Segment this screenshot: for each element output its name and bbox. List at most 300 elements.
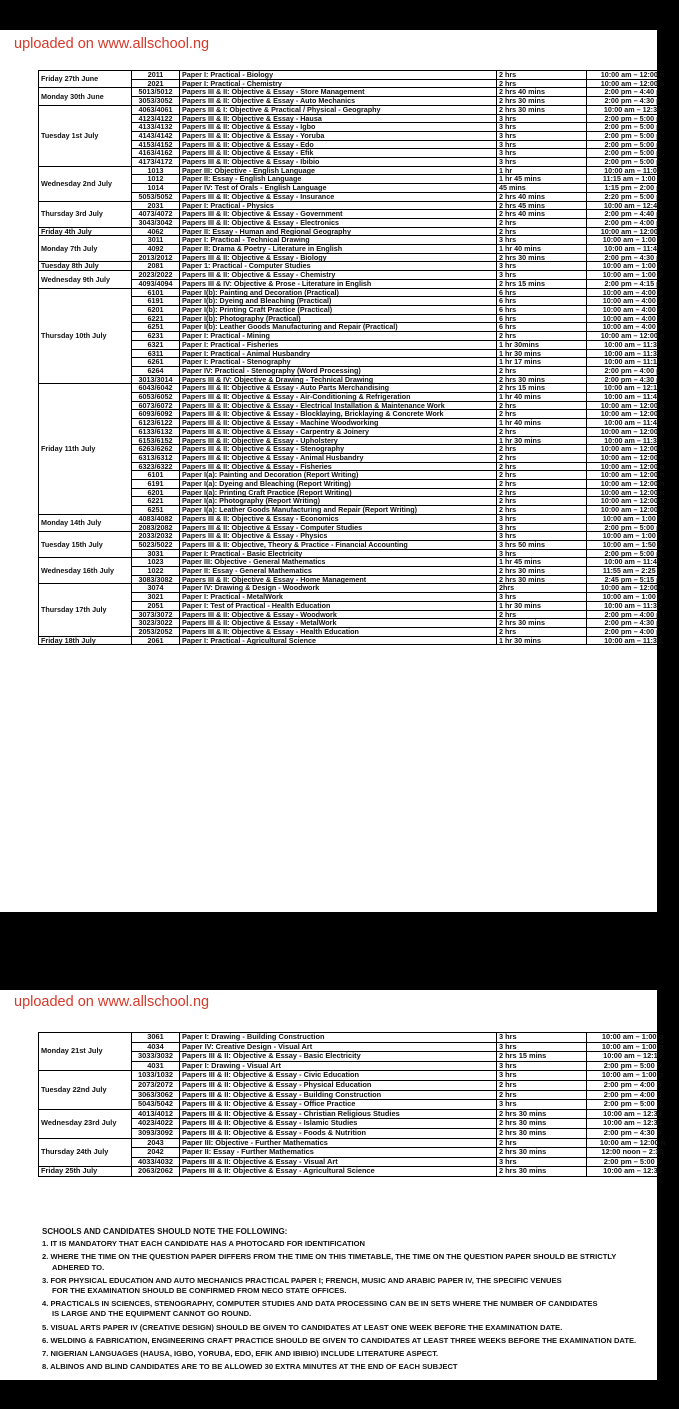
- duration-cell: 1 hr 30 mins: [497, 636, 587, 645]
- day-cell: Thursday 3rd July: [39, 201, 132, 227]
- paper-cell: Papers III & II: Objective & Essay - Stenography: [180, 445, 497, 454]
- time-cell: 2:00 pm – 5:00 p: [587, 1157, 679, 1167]
- duration-cell: 3 hrs: [497, 131, 587, 140]
- table-row: [39, 1167, 679, 1177]
- table-row: [39, 480, 679, 489]
- code-cell: 2031: [132, 201, 180, 210]
- paper-cell: Papers III & II: Objective & Essay - Yoruba: [180, 131, 497, 140]
- paper-cell: Papers III & II: Objective & Essay - Animal Husbandry: [180, 453, 497, 462]
- paper-cell: Paper III: Objective - Further Mathematics: [180, 1138, 497, 1148]
- duration-cell: 1 hr 40 mins: [497, 245, 587, 254]
- code-cell: 4023/4022: [132, 1119, 180, 1129]
- note-item: [42, 1362, 652, 1372]
- table-row: [39, 1148, 679, 1158]
- table-row: [39, 1100, 679, 1110]
- code-cell: 2051: [132, 601, 180, 610]
- day-cell: Wednesday 23rd July: [39, 1109, 132, 1138]
- paper-cell: Paper IV: Practical - Stenography (Word Processing): [180, 366, 497, 375]
- table-row: [39, 184, 679, 193]
- duration-cell: 2 hrs 40 mins: [497, 192, 587, 201]
- duration-cell: 2 hrs: [497, 79, 587, 88]
- table-row: [39, 471, 679, 480]
- paper-cell: Papers III & II: Objective & Essay - Chemistry: [180, 271, 497, 280]
- time-cell: 10:00 am – 12:00 n: [587, 332, 679, 341]
- code-cell: 3021: [132, 593, 180, 602]
- table-row: [39, 105, 679, 114]
- duration-cell: 2 hrs 15 mins: [497, 279, 587, 288]
- day-cell: Thursday 17th July: [39, 584, 132, 636]
- time-cell: 10:00 am – 1:00 p: [587, 236, 679, 245]
- paper-cell: Papers III & II: Objective, Theory & Practice - Financial Accounting: [180, 540, 497, 549]
- notes-section: [42, 1227, 652, 1375]
- duration-cell: 2 hrs 30 mins: [497, 97, 587, 106]
- time-cell: 10:00 am – 11:40: [587, 393, 679, 402]
- duration-cell: 3 hrs: [497, 123, 587, 132]
- table-row: [39, 236, 679, 245]
- table-row: [39, 610, 679, 619]
- paper-cell: Paper IV: Creative Design - Visual Art: [180, 1042, 497, 1052]
- duration-cell: 2 hrs: [497, 366, 587, 375]
- duration-cell: 2 hrs: [497, 628, 587, 637]
- paper-cell: Papers III & II: Objective & Essay - Civic Education: [180, 1071, 497, 1081]
- table-row: [39, 97, 679, 106]
- time-cell: 10:00 am – 1:50 p: [587, 540, 679, 549]
- duration-cell: 2 hrs 30 mins: [497, 375, 587, 384]
- duration-cell: 2 hrs: [497, 462, 587, 471]
- code-cell: 5043/5042: [132, 1100, 180, 1110]
- paper-cell: Paper I: Practical - Fisheries: [180, 340, 497, 349]
- code-cell: 4062: [132, 227, 180, 236]
- table-row: [39, 1080, 679, 1090]
- time-cell: 10:00 am – 12:00 n: [587, 1138, 679, 1148]
- duration-cell: 2 hrs: [497, 488, 587, 497]
- paper-cell: Papers III & II: Objective & Essay - Home Management: [180, 575, 497, 584]
- note-continuation: ADHERED TO.: [52, 1262, 105, 1272]
- code-cell: 6323/6322: [132, 462, 180, 471]
- paper-cell: Paper I: Drawing - Building Construction: [180, 1033, 497, 1043]
- paper-cell: Papers III & II: Objective & Essay - Carpentry & Joinery: [180, 427, 497, 436]
- paper-cell: Papers III & II: Objective & Essay - Edo: [180, 140, 497, 149]
- code-cell: 5053/5052: [132, 192, 180, 201]
- code-cell: 4092: [132, 245, 180, 254]
- table-row: [39, 1033, 679, 1043]
- time-cell: 2:00 pm – 5:00 p: [587, 140, 679, 149]
- paper-cell: Papers III & II: Objective & Essay - Physics: [180, 532, 497, 541]
- time-cell: 2:00 pm – 4:00 p: [587, 218, 679, 227]
- paper-cell: Papers III & II: Objective & Essay - Foods & Nutrition: [180, 1128, 497, 1138]
- code-cell: 6263/6262: [132, 445, 180, 454]
- code-cell: 1012: [132, 175, 180, 184]
- code-cell: 2083/2082: [132, 523, 180, 532]
- paper-cell: Paper I(b): Painting and Decoration (Practical): [180, 288, 497, 297]
- time-cell: 10:00 am – 11:40: [587, 419, 679, 428]
- day-cell: Thursday 24th July: [39, 1138, 132, 1167]
- table-row: [39, 158, 679, 167]
- day-cell: Monday 7th July: [39, 236, 132, 262]
- duration-cell: 3 hrs: [497, 1061, 587, 1071]
- paper-cell: Paper I(a): Printing Craft Practice (Report Writing): [180, 488, 497, 497]
- table-row: [39, 218, 679, 227]
- paper-cell: Papers III & II: Objective & Essay - Igbo: [180, 123, 497, 132]
- duration-cell: 1 hr 40 mins: [497, 419, 587, 428]
- paper-cell: Papers III & II: Objective & Essay - Efik: [180, 149, 497, 158]
- table-row: [39, 71, 679, 80]
- code-cell: 3033/3032: [132, 1052, 180, 1062]
- note-continuation: FOR THE EXAMINATION SHOULD BE CONFIRMED FROM NECO STATE OFFICES.: [52, 1286, 347, 1296]
- table-row: [39, 558, 679, 567]
- duration-cell: 2 hrs: [497, 497, 587, 506]
- time-cell: 10:00 am – 11:00: [587, 166, 679, 175]
- table-row: [39, 227, 679, 236]
- duration-cell: 45 mins: [497, 184, 587, 193]
- time-cell: 2:00 pm – 5:00 p: [587, 114, 679, 123]
- paper-cell: Papers III & II: Objective & Essay - Auto Mechanics: [180, 97, 497, 106]
- time-cell: 10:00 am – 4:00 p: [587, 297, 679, 306]
- time-cell: 10:00 am – 4:00 p: [587, 305, 679, 314]
- paper-cell: Papers III & II: Objective & Essay - Electrical Installation & Maintenance Work: [180, 401, 497, 410]
- table-row: [39, 506, 679, 515]
- duration-cell: 2 hrs 30 mins: [497, 1167, 587, 1177]
- time-cell: 10:00 am – 1:00 p: [587, 532, 679, 541]
- watermark: uploaded on www.allschool.ng: [14, 36, 210, 52]
- time-cell: 2:45 pm – 5:15 p: [587, 575, 679, 584]
- day-cell: Monday 30th June: [39, 88, 132, 105]
- code-cell: 4093/4094: [132, 279, 180, 288]
- time-cell: 10:00 am – 12:30: [587, 1109, 679, 1119]
- paper-cell: Paper I: Practical - Animal Husbandry: [180, 349, 497, 358]
- table-row: [39, 540, 679, 549]
- paper-cell: Papers III & II: Objective & Essay - Hausa: [180, 114, 497, 123]
- duration-cell: 3 hrs: [497, 1100, 587, 1110]
- paper-cell: Paper I: Practical - Agricultural Science: [180, 636, 497, 645]
- table-row: [39, 462, 679, 471]
- time-cell: 2:00 pm – 5:00 p: [587, 131, 679, 140]
- duration-cell: 2 hrs 30 mins: [497, 1119, 587, 1129]
- time-cell: 2:00 pm – 4:40 p: [587, 88, 679, 97]
- code-cell: 6053/6052: [132, 393, 180, 402]
- duration-cell: 2 hrs 40 mins: [497, 88, 587, 97]
- code-cell: 3013/3014: [132, 375, 180, 384]
- paper-cell: Paper 1: Practical - Computer Studies: [180, 262, 497, 271]
- time-cell: 2:00 pm – 5:00 p: [587, 123, 679, 132]
- note-text: 1. IT IS MANDATORY THAT EACH CANDIDATE HAS A PHOTOCARD FOR IDENTIFICATION: [42, 1239, 366, 1249]
- table-row: [39, 601, 679, 610]
- paper-cell: Papers III & II: Objective & Essay - Woodwork: [180, 610, 497, 619]
- code-cell: 3083/3082: [132, 575, 180, 584]
- day-cell: Tuesday 1st July: [39, 105, 132, 166]
- table-row: [39, 323, 679, 332]
- duration-cell: 3 hrs: [497, 1071, 587, 1081]
- code-cell: 2043: [132, 1138, 180, 1148]
- paper-cell: Paper I: Practical - MetalWork: [180, 593, 497, 602]
- code-cell: 6123/6122: [132, 419, 180, 428]
- code-cell: 2081: [132, 262, 180, 271]
- duration-cell: 6 hrs: [497, 323, 587, 332]
- duration-cell: 3 hrs: [497, 1157, 587, 1167]
- duration-cell: 2 hrs 30 mins: [497, 105, 587, 114]
- code-cell: 6133/6132: [132, 427, 180, 436]
- table-row: [39, 175, 679, 184]
- time-cell: 2:00 pm – 4:00 p: [587, 628, 679, 637]
- duration-cell: 1 hr 17 mins: [497, 358, 587, 367]
- duration-cell: 1 hr: [497, 166, 587, 175]
- duration-cell: 3 hrs: [497, 236, 587, 245]
- code-cell: 2061: [132, 636, 180, 645]
- notes-heading: SCHOOLS AND CANDIDATES SHOULD NOTE THE FOLLOWING:: [42, 1227, 288, 1236]
- paper-cell: Papers III & II: Objective & Essay - Blocklaying, Bricklaying & Concrete Work: [180, 410, 497, 419]
- code-cell: 4153/4152: [132, 140, 180, 149]
- code-cell: 3093/3092: [132, 1128, 180, 1138]
- time-cell: 10:00 am – 11:45: [587, 558, 679, 567]
- table-row: [39, 340, 679, 349]
- code-cell: 1033/1032: [132, 1071, 180, 1081]
- code-cell: 4033/4032: [132, 1157, 180, 1167]
- time-cell: 10:00 am – 12:00 n: [587, 506, 679, 515]
- paper-cell: Paper II: Essay - English Language: [180, 175, 497, 184]
- paper-cell: Paper IV: Drawing & Design - Woodwork: [180, 584, 497, 593]
- table-row: [39, 1109, 679, 1119]
- paper-cell: Papers III & II: Objective & Essay - Christian Religious Studies: [180, 1109, 497, 1119]
- time-cell: 10:00 am – 12:00 n: [587, 71, 679, 80]
- time-cell: 10:00 am – 4:00 p: [587, 288, 679, 297]
- paper-cell: Paper I: Practical - Biology: [180, 71, 497, 80]
- time-cell: 10:00 am – 12:00 n: [587, 488, 679, 497]
- code-cell: 3011: [132, 236, 180, 245]
- code-cell: 6201: [132, 305, 180, 314]
- time-cell: 2:00 pm – 4:30 p: [587, 253, 679, 262]
- duration-cell: 2 hrs: [497, 506, 587, 515]
- duration-cell: 6 hrs: [497, 305, 587, 314]
- paper-cell: Papers III & II: Objective & Essay - MetalWork: [180, 619, 497, 628]
- time-cell: 11:15 am – 1:00 p: [587, 175, 679, 184]
- day-cell: Friday 27th June: [39, 71, 132, 88]
- time-cell: 2:00 pm – 4:00 p: [587, 1090, 679, 1100]
- code-cell: 6191: [132, 297, 180, 306]
- table-row: [39, 262, 679, 271]
- time-cell: 10:00 am – 4:00 p: [587, 323, 679, 332]
- paper-cell: Paper I: Practical - Mining: [180, 332, 497, 341]
- paper-cell: Paper I(a): Photography (Report Writing): [180, 497, 497, 506]
- time-cell: 2:00 pm – 5:00 p: [587, 1061, 679, 1071]
- time-cell: 10:00 am – 12:00 n: [587, 79, 679, 88]
- code-cell: 1022: [132, 567, 180, 576]
- table-row: [39, 1119, 679, 1129]
- note-item: [42, 1336, 652, 1346]
- duration-cell: 1 hr 30 mins: [497, 349, 587, 358]
- note-text: 2. WHERE THE TIME ON THE QUESTION PAPER DIFFERS FROM THE TIME ON THIS TIMETABLE, THE TIME ON THE QUESTION PAPER SHOULD BE STRICTLY: [42, 1252, 617, 1262]
- table-row: [39, 123, 679, 132]
- code-cell: 6321: [132, 340, 180, 349]
- time-cell: 10:00 am – 11:30: [587, 601, 679, 610]
- time-cell: 2:00 pm – 4:30 p: [587, 375, 679, 384]
- duration-cell: 1 hr 30 mins: [497, 601, 587, 610]
- paper-cell: Papers III & II: Objective & Essay - Office Practice: [180, 1100, 497, 1110]
- time-cell: 10:00 am – 12:00 n: [587, 410, 679, 419]
- duration-cell: 2 hrs: [497, 453, 587, 462]
- paper-cell: Paper I(b): Photography (Practical): [180, 314, 497, 323]
- timetable-page-1: [0, 30, 665, 912]
- code-cell: 6264: [132, 366, 180, 375]
- paper-cell: Papers III & II: Objective & Essay - Auto Parts Merchandising: [180, 384, 497, 393]
- duration-cell: 2 hrs 15 mins: [497, 384, 587, 393]
- paper-cell: Papers III & II: Objective & Essay - Air-Conditioning & Refrigeration: [180, 393, 497, 402]
- paper-cell: Papers III & I: Objective & Practical / Physical - Geography: [180, 105, 497, 114]
- duration-cell: 2 hrs 15 mins: [497, 1052, 587, 1062]
- table-row: [39, 1138, 679, 1148]
- paper-cell: Papers III & IV: Objective & Prose - Literature in English: [180, 279, 497, 288]
- table-row: [39, 523, 679, 532]
- duration-cell: 3 hrs: [497, 1042, 587, 1052]
- time-cell: 10:00 am – 12:00 n: [587, 453, 679, 462]
- table-row: [39, 114, 679, 123]
- time-cell: 2:00 pm – 5:00 p: [587, 158, 679, 167]
- paper-cell: Papers III & II: Objective & Essay - Upholstery: [180, 436, 497, 445]
- code-cell: 6101: [132, 471, 180, 480]
- paper-cell: Paper I: Test of Practical - Health Education: [180, 601, 497, 610]
- note-item: [42, 1349, 652, 1359]
- paper-cell: Paper I: Practical - Basic Electricity: [180, 549, 497, 558]
- time-cell: 10:00 am – 12:00 n: [587, 462, 679, 471]
- day-cell: Wednesday 16th July: [39, 558, 132, 584]
- time-cell: 10:00 am – 12:00 n: [587, 497, 679, 506]
- table-row: [39, 288, 679, 297]
- time-cell: 2:00 pm – 4:30 p: [587, 619, 679, 628]
- duration-cell: 3 hrs: [497, 114, 587, 123]
- time-cell: 10:00 am – 12:00 n: [587, 401, 679, 410]
- note-item: [42, 1323, 652, 1333]
- time-cell: 10:00 am – 12:00 n: [587, 584, 679, 593]
- table-row: [39, 427, 679, 436]
- code-cell: 6261: [132, 358, 180, 367]
- paper-cell: Paper III: Objective - English Language: [180, 166, 497, 175]
- duration-cell: 2 hrs: [497, 445, 587, 454]
- table-row: [39, 514, 679, 523]
- duration-cell: 2 hrs: [497, 71, 587, 80]
- duration-cell: 2 hrs 30 mins: [497, 575, 587, 584]
- table-row: [39, 549, 679, 558]
- code-cell: 3053/3052: [132, 97, 180, 106]
- day-cell: Tuesday 8th July: [39, 262, 132, 271]
- code-cell: 6231: [132, 332, 180, 341]
- time-cell: 12:00 noon – 2:30: [587, 1148, 679, 1158]
- paper-cell: Paper II: Drama & Poetry - Literature in English: [180, 245, 497, 254]
- note-item: [42, 1299, 652, 1319]
- time-cell: 2:00 pm – 4:15 p: [587, 279, 679, 288]
- code-cell: 6153/6152: [132, 436, 180, 445]
- code-cell: 2023/2022: [132, 271, 180, 280]
- time-cell: 10:00 am – 12:30: [587, 1119, 679, 1129]
- time-cell: 10:00 am – 12:30: [587, 105, 679, 114]
- table-row: [39, 488, 679, 497]
- code-cell: 3031: [132, 549, 180, 558]
- code-cell: 6093/6092: [132, 410, 180, 419]
- code-cell: 6313/6312: [132, 453, 180, 462]
- time-cell: 10:00 am – 12:45: [587, 201, 679, 210]
- time-cell: 10:00 am – 11:17: [587, 358, 679, 367]
- table-row: [39, 279, 679, 288]
- paper-cell: Papers III & II: Objective & Essay - Building Construction: [180, 1090, 497, 1100]
- time-cell: 10:00 am – 11:30: [587, 340, 679, 349]
- table-row: [39, 584, 679, 593]
- table-row: [39, 245, 679, 254]
- code-cell: 3043/3042: [132, 218, 180, 227]
- code-cell: 6311: [132, 349, 180, 358]
- time-cell: 10:00 am – 12:00 n: [587, 480, 679, 489]
- code-cell: 4173/4172: [132, 158, 180, 167]
- duration-cell: 2 hrs 30 mins: [497, 253, 587, 262]
- note-continuation: IS LARGE AND THE EQUIPMENT CANNOT GO ROUND.: [52, 1309, 252, 1319]
- duration-cell: 3 hrs: [497, 158, 587, 167]
- paper-cell: Papers III & II: Objective & Essay - Biology: [180, 253, 497, 262]
- time-cell: 10:00 am – 1:00 p: [587, 1071, 679, 1081]
- paper-cell: Paper I: Practical - Chemistry: [180, 79, 497, 88]
- paper-cell: Papers III & II: Objective & Essay - Basic Electricity: [180, 1052, 497, 1062]
- time-cell: 10:00 am – 12:00 n: [587, 445, 679, 454]
- table-row: [39, 1090, 679, 1100]
- code-cell: 6073/6072: [132, 401, 180, 410]
- code-cell: 6191: [132, 480, 180, 489]
- paper-cell: Papers III & IV: Objective & Drawing - Technical Drawing: [180, 375, 497, 384]
- duration-cell: 2 hrs: [497, 1090, 587, 1100]
- paper-cell: Papers III & II: Objective & Essay - Store Management: [180, 88, 497, 97]
- time-cell: 2:00 pm – 4:00 p: [587, 610, 679, 619]
- paper-cell: Paper II: Essay - General Mathematics: [180, 567, 497, 576]
- code-cell: 3074: [132, 584, 180, 593]
- paper-cell: Paper I(a): Dyeing and Bleaching (Report Writing): [180, 480, 497, 489]
- table-row: [39, 1128, 679, 1138]
- table-row: [39, 332, 679, 341]
- code-cell: 3063/3062: [132, 1090, 180, 1100]
- time-cell: 10:00 am – 12:15: [587, 384, 679, 393]
- duration-cell: 2 hrs 30 mins: [497, 1128, 587, 1138]
- time-cell: 11:55 am – 2:25 p: [587, 567, 679, 576]
- paper-cell: Paper II: Essay - Further Mathematics: [180, 1148, 497, 1158]
- day-cell: Monday 21st July: [39, 1033, 132, 1071]
- table-row: [39, 453, 679, 462]
- duration-cell: 1 hr 45 mins: [497, 558, 587, 567]
- note-text: 5. VISUAL ARTS PAPER IV (CREATIVE DESIGN) SHOULD BE GIVEN TO CANDIDATES AT LEAST ONE WEEK BEFORE THE EXAMINATION DATE.: [42, 1322, 563, 1332]
- paper-cell: Paper I: Practical - Stenography: [180, 358, 497, 367]
- code-cell: 6201: [132, 488, 180, 497]
- time-cell: 2:00 pm – 5:00 p: [587, 523, 679, 532]
- time-cell: 10:00 am – 1:00 p: [587, 514, 679, 523]
- table-row: [39, 166, 679, 175]
- code-cell: 2011: [132, 71, 180, 80]
- paper-cell: Papers III & II: Objective & Essay - Visual Art: [180, 1157, 497, 1167]
- code-cell: 3023/3022: [132, 619, 180, 628]
- code-cell: 4073/4072: [132, 210, 180, 219]
- time-cell: 2:00 pm – 4:00 p: [587, 1080, 679, 1090]
- time-cell: 10:00 am – 4:00 p: [587, 314, 679, 323]
- code-cell: 4034: [132, 1042, 180, 1052]
- code-cell: 2053/2052: [132, 628, 180, 637]
- duration-cell: 2 hrs: [497, 1080, 587, 1090]
- duration-cell: 3 hrs: [497, 1033, 587, 1043]
- duration-cell: 1 hr 40 mins: [497, 393, 587, 402]
- table-row: [39, 305, 679, 314]
- code-cell: 1014: [132, 184, 180, 193]
- time-cell: 10:00 am – 12:00 n: [587, 227, 679, 236]
- note-text: 8. ALBINOS AND BLIND CANDIDATES ARE TO BE ALLOWED 30 EXTRA MINUTES AT THE END OF EACH SUBJECT: [42, 1362, 458, 1372]
- duration-cell: 6 hrs: [497, 297, 587, 306]
- note-text: 7. NIGERIAN LANGUAGES (HAUSA, IGBO, YORUBA, EDO, EFIK AND IBIBIO) INCLUDE LITERATURE ASPECT.: [42, 1349, 439, 1359]
- code-cell: 4143/4142: [132, 131, 180, 140]
- time-cell: 10:00 am – 11:40: [587, 245, 679, 254]
- timetable-table: [38, 70, 679, 645]
- paper-cell: Papers III & II: Objective & Essay - Machine Woodworking: [180, 419, 497, 428]
- paper-cell: Paper I: Practical - Physics: [180, 201, 497, 210]
- time-cell: 10:00 am – 12:15: [587, 1052, 679, 1062]
